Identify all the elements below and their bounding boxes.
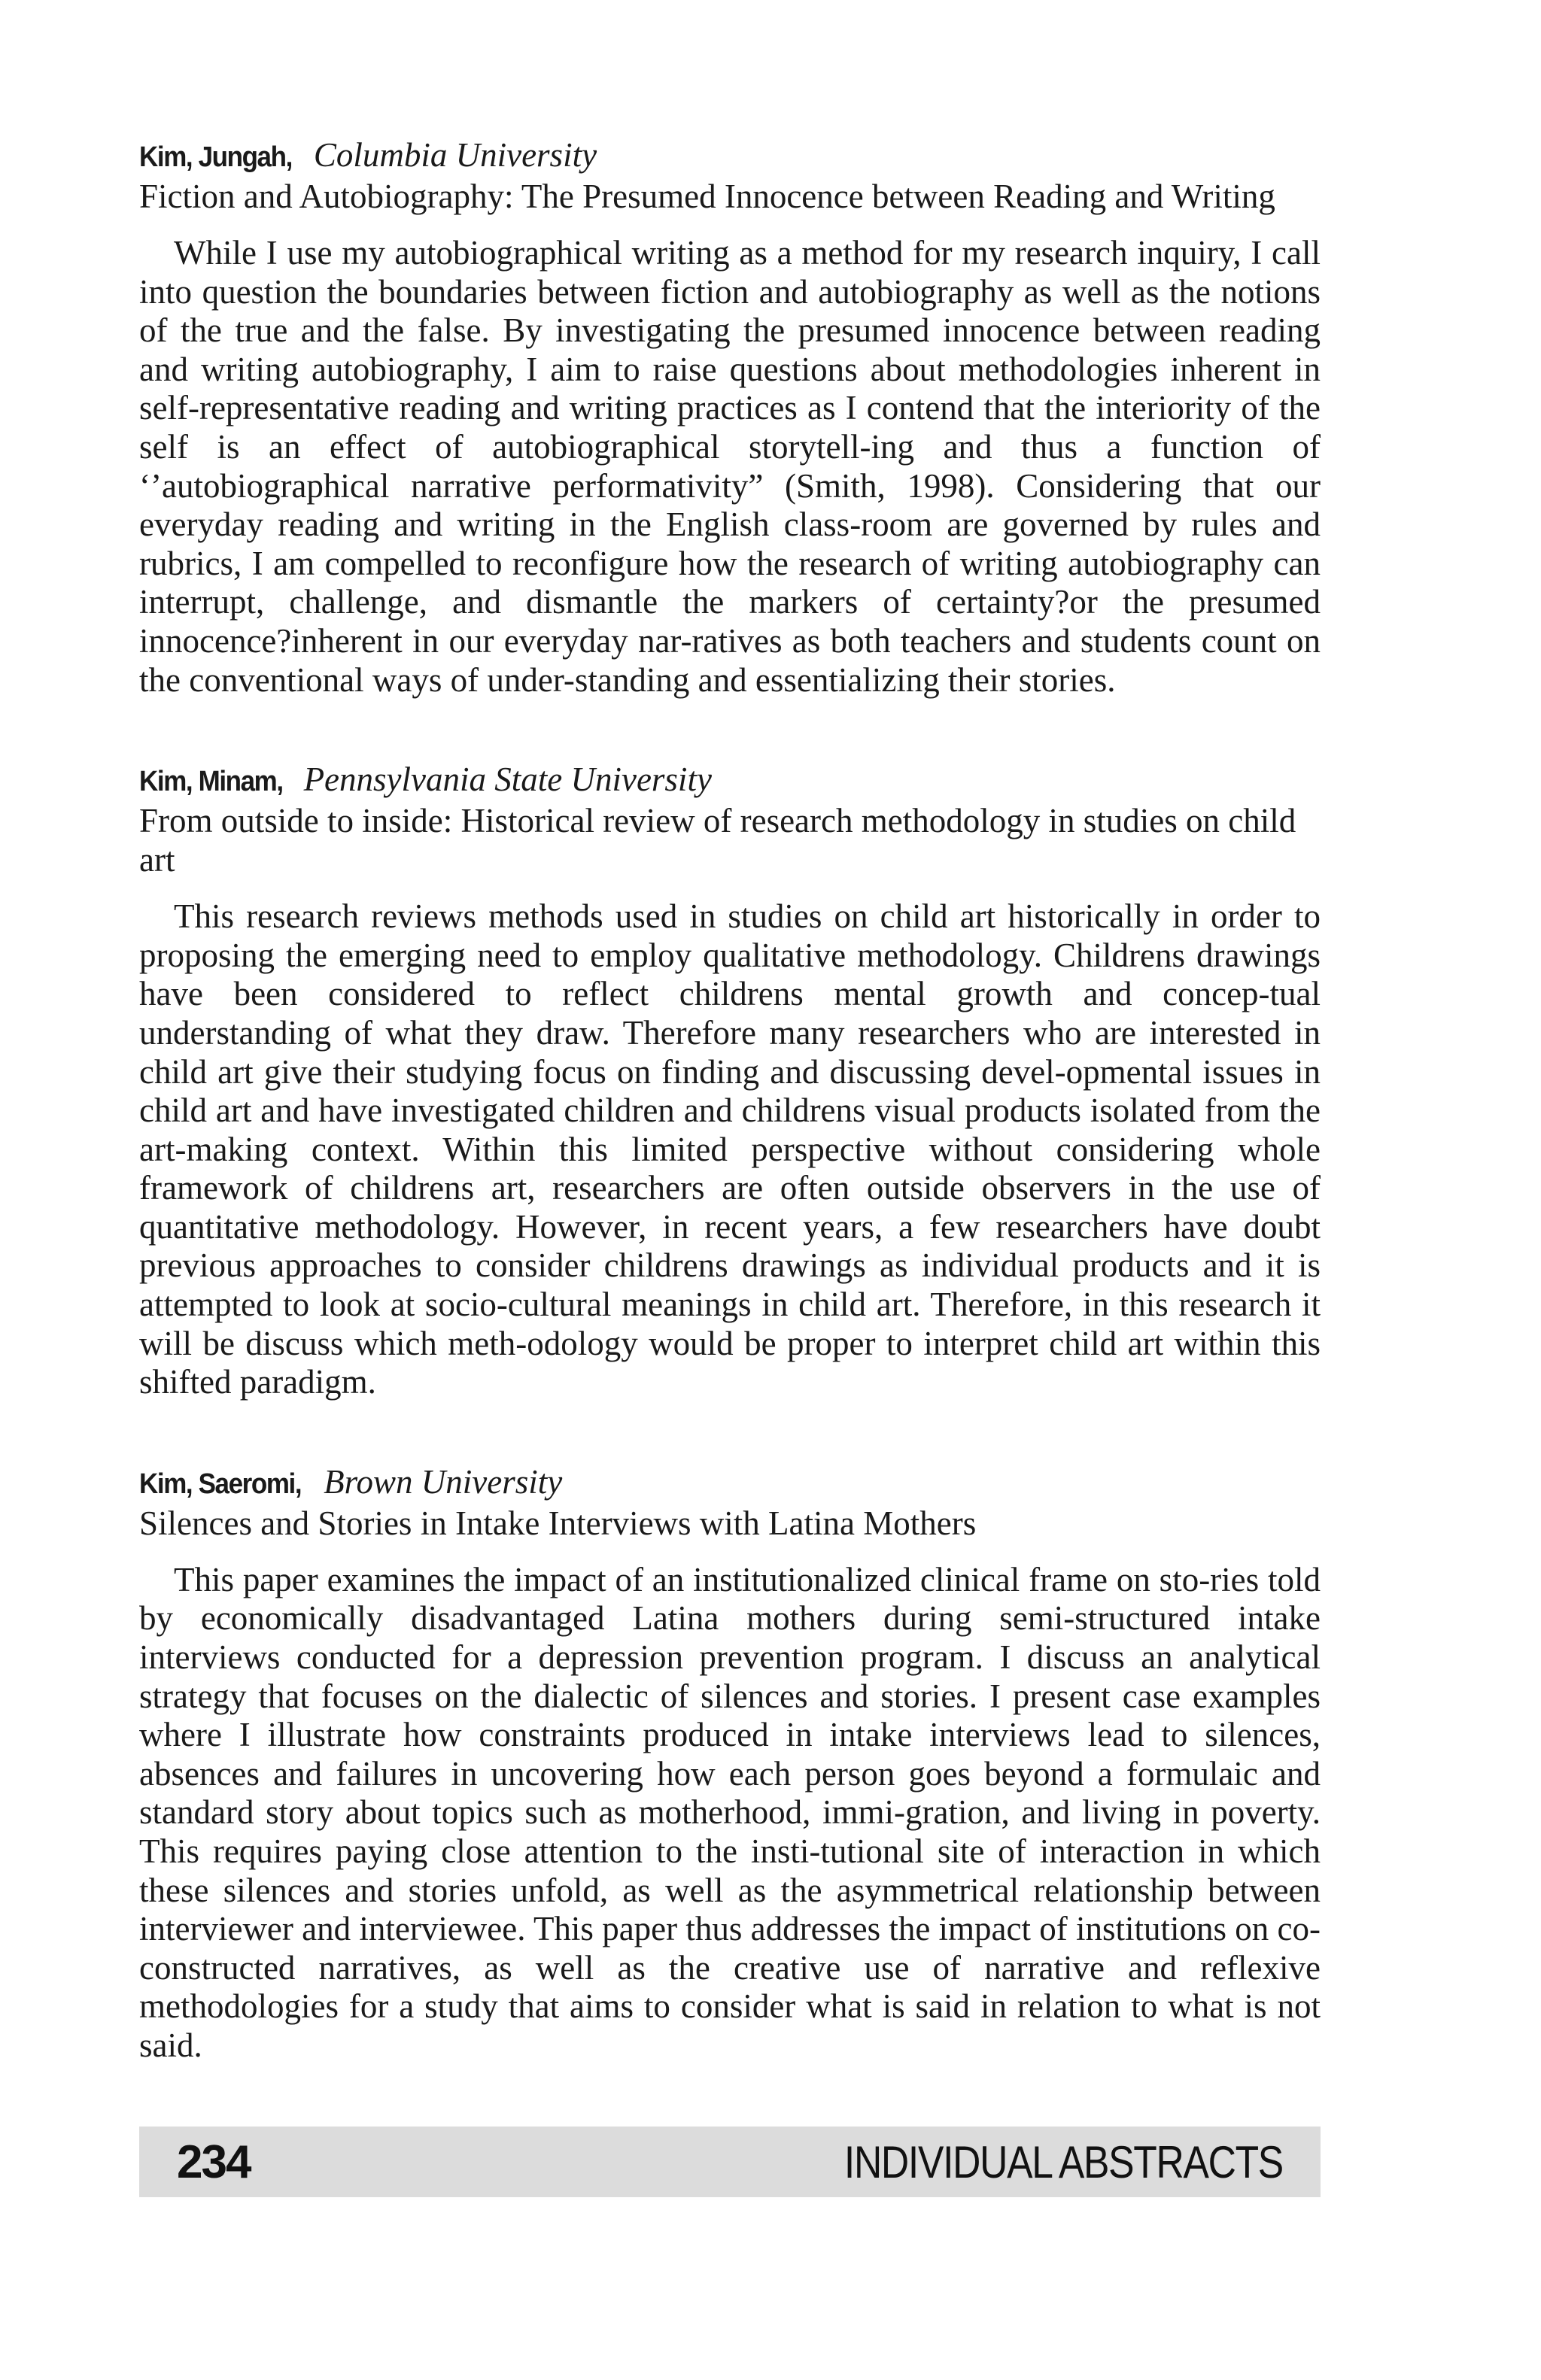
page-footer-bar	[139, 2127, 1321, 2197]
abstract-entry	[139, 135, 1321, 700]
abstract-title: From outside to inside: Historical review of research methodology in studies on child art	[139, 802, 1296, 879]
author-name: Kim, Saeromi,	[139, 1468, 302, 1500]
abstract-body: This paper examines the impact of an institutionalized clinical frame on sto-ries told by economically disadvantaged Latina mothers during semi-structured intake interviews conducted for a depression prevention program. I discuss an analytical strategy that focuses on the dialectic of silences and stories. I present case examples where I illustrate how constraints produced in intake interviews lead to silences, absences and failures in uncovering how each person goes beyond a formulaic and standard story about topics such as motherhood, immi-gration, and living in poverty. This requires paying close attention to the insti-tutional site of interaction in which these silences and stories unfold, as well as the asymmetrical relationship between interviewer and interviewee. This paper thus addresses the impact of institutions on co-constructed narratives, as well as the creative use of narrative and reflexive methodologies for a study that aims to consider what is said in relation to what is not said.	[139, 1560, 1321, 2064]
abstract-title: Silences and Stories in Intake Interviews with Latina Mothers	[139, 1504, 977, 1542]
author-name: Kim, Jungah,	[139, 141, 292, 173]
abstract-body: While I use my autobiographical writing as a method for my research inquiry, I call into question the boundaries between fiction and autobiography as well as the notions of the true and the false. By investigating the presumed innocence between reading and writing autobiography, I aim to raise questions about methodologies inherent in self-representative reading and writing practices as I contend that the interiority of the self is an effect of autobiographical storytell-ing and thus a function of ‘’autobiographical narrative performativity” (Smith, 1998). Considering that our everyday reading and writing in the English class-room are governed by rules and rubrics, I am compelled to reconfigure how the research of writing autobiography can interrupt, challenge, and dismantle the markers of certainty?or the presumed innocence?inherent in our everyday nar-ratives as both teachers and students count on the conventional ways of under-standing and essentializing their stories.	[139, 234, 1321, 699]
abstract-header	[139, 760, 1321, 801]
abstract-entry	[139, 760, 1321, 1402]
abstract-body: This research reviews methods used in studies on child art historically in order to proposing the emerging need to employ qualitative methodology. Childrens drawings have been considered to reflect childrens mental growth and concep-tual understanding of what they draw. Therefore many researchers who are interested in child art give their studying focus on finding and discussing devel-opmental issues in child art and have investigated children and childrens visual products isolated from the art-making context. Within this limited perspective without considering whole framework of childrens art, researchers are often outside observers in the use of quantitative methodology. However, in recent years, a few researchers have doubt previous approaches to consider childrens drawings as individual products and it is attempted to look at socio-cultural meanings in child art. Therefore, in this research it will be discuss which meth-odology would be proper to interpret child art within this shifted paradigm.	[139, 897, 1321, 1401]
abstracts-page	[139, 135, 1321, 2066]
abstract-header	[139, 1462, 1321, 1504]
abstract-header	[139, 135, 1321, 177]
page-number: 234	[177, 2136, 251, 2188]
abstract-title: Fiction and Autobiography: The Presumed Innocence between Reading and Writing	[139, 178, 1275, 215]
section-label: INDIVIDUAL ABSTRACTS	[843, 2136, 1283, 2187]
affiliation: Columbia University	[313, 136, 597, 174]
affiliation: Brown University	[324, 1462, 563, 1501]
abstract-entry	[139, 1462, 1321, 2066]
author-name: Kim, Minam,	[139, 766, 283, 798]
affiliation: Pennsylvania State University	[303, 760, 712, 799]
